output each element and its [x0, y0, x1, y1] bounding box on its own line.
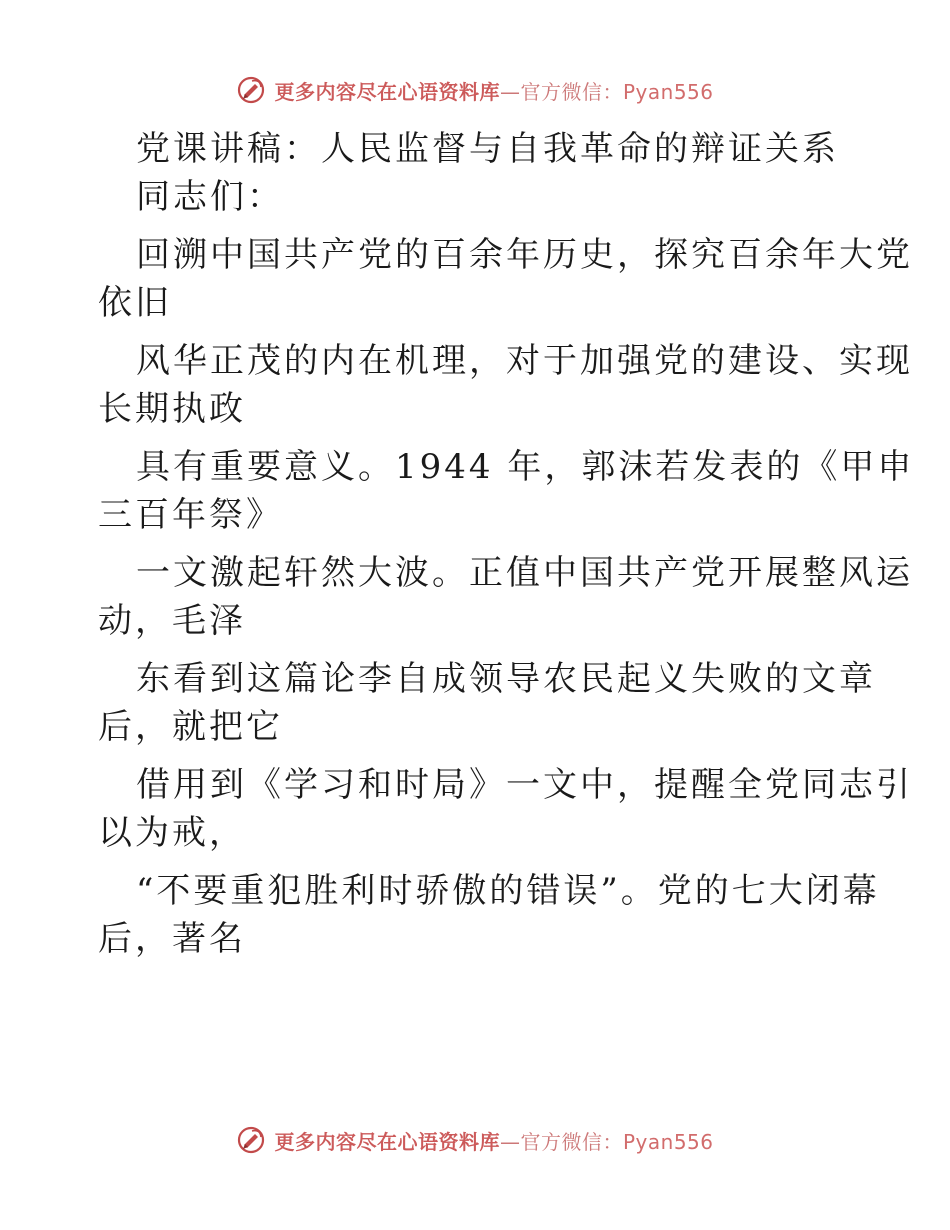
document-title: 党课讲稿：人民监督与自我革命的辩证关系 — [136, 129, 839, 169]
body-line: 风华正茂的内在机理，对于加强党的建设、实现 — [136, 341, 913, 381]
watermark-label: 更多内容尽在心语资料库 — [274, 79, 500, 104]
watermark-dash: — — [499, 1129, 521, 1154]
writing-hand-logo-icon — [236, 75, 266, 105]
body-line: 以为戒， — [98, 813, 246, 853]
watermark-dash: — — [499, 79, 521, 104]
watermark-wechat-label: 官方微信： — [520, 1129, 623, 1154]
watermark-wechat-id: Pyan556 — [622, 79, 714, 104]
body-line: 后，著名 — [98, 919, 246, 959]
body-line: 东看到这篇论李自成领导农民起义失败的文章 — [136, 659, 876, 699]
body-line: 回溯中国共产党的百余年历史，探究百余年大党 — [136, 235, 913, 275]
body-line: 依旧 — [98, 283, 172, 323]
watermark-label: 更多内容尽在心语资料库 — [274, 1129, 500, 1154]
watermark-text — [274, 76, 713, 105]
footer-watermark — [0, 1120, 950, 1160]
body-line: 具有重要意义。1944 年，郭沫若发表的《甲申 — [136, 447, 915, 487]
body-line: 借用到《学习和时局》一文中，提醒全党同志引 — [136, 765, 913, 805]
salutation: 同志们： — [136, 177, 284, 217]
body-line: “不要重犯胜利时骄傲的错误”。党的七大闭幕 — [136, 871, 880, 911]
watermark-wechat-label: 官方微信： — [520, 79, 623, 104]
watermark-text — [274, 1126, 713, 1155]
body-line: 长期执政 — [98, 389, 246, 429]
header-watermark — [0, 70, 950, 110]
body-line: 三百年祭》 — [98, 495, 283, 535]
writing-hand-logo-icon — [236, 1125, 266, 1155]
watermark-wechat-id: Pyan556 — [622, 1129, 714, 1154]
document-body — [98, 125, 915, 963]
body-line: 后，就把它 — [98, 707, 283, 747]
body-line: 动，毛泽 — [98, 601, 246, 641]
body-line: 一文激起轩然大波。正值中国共产党开展整风运 — [136, 553, 913, 593]
